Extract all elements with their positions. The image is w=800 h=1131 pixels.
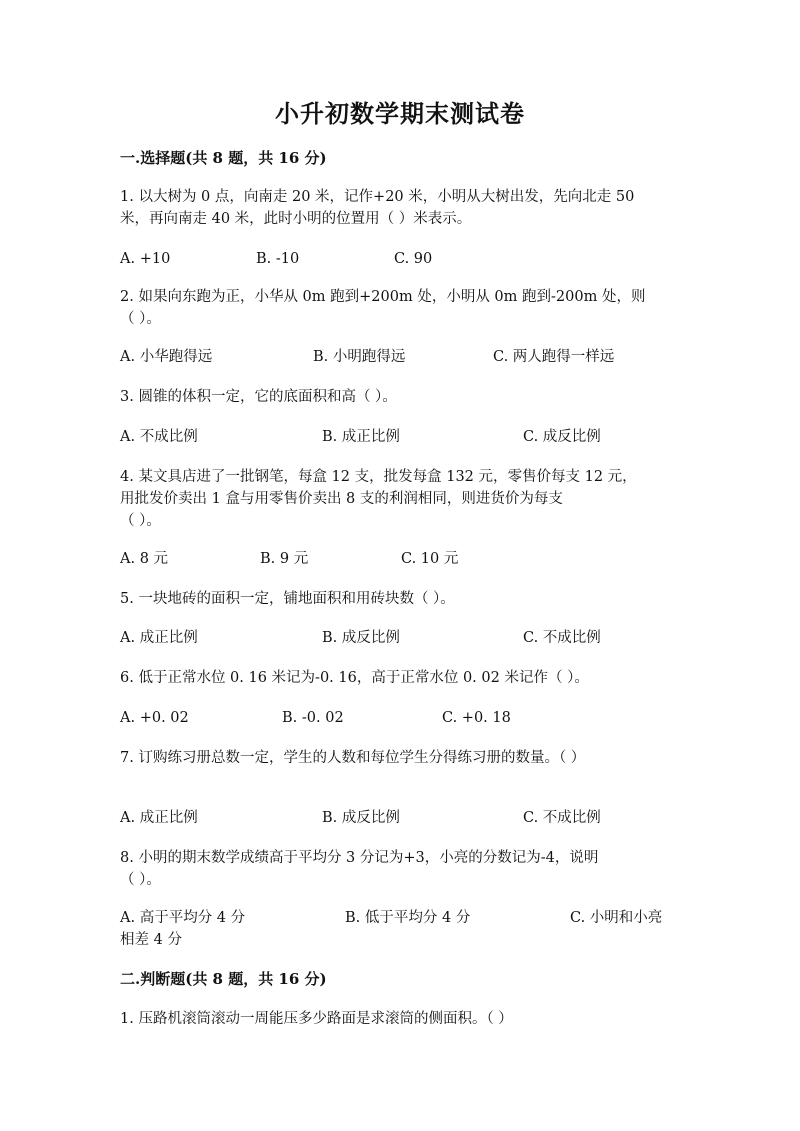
question-7-option-c: C. 不成比例 bbox=[523, 810, 601, 826]
question-4-line-2: 用批发价卖出 1 盒与用零售价卖出 8 支的利润相同，则进货价为每支 bbox=[120, 491, 563, 507]
question-6-option-b: B. -0. 02 bbox=[282, 710, 344, 726]
question-1-option-c: C. 90 bbox=[394, 251, 433, 267]
question-5-option-b: B. 成反比例 bbox=[322, 630, 400, 646]
question-2-option-c: C. 两人跑得一样远 bbox=[493, 349, 615, 365]
question-8-line-2: （ ）。 bbox=[120, 872, 161, 888]
question-4-line-1: 4. 某文具店进了一批钢笔，每盒 12 支，批发每盒 132 元，零售价每支 12 元， bbox=[120, 469, 637, 485]
question-2-line-1: 2. 如果向东跑为正，小华从 0m 跑到+200m 处，小明从 0m 跑到-200m 处，则 bbox=[120, 289, 646, 305]
question-8-option-c-wrap: 相差 4 分 bbox=[120, 932, 182, 948]
question-1-line-1: 1. 以大树为 0 点，向南走 20 米，记作+20 米，小明从大树出发，先向北走 50 bbox=[120, 189, 635, 205]
question-8-option-b: B. 低于平均分 4 分 bbox=[345, 910, 471, 926]
question-5-option-c: C. 不成比例 bbox=[523, 630, 601, 646]
question-4-line-3: （ ）。 bbox=[120, 513, 161, 529]
page-title: 小升初数学期末测试卷 bbox=[275, 99, 525, 128]
question-2-line-2: （ ）。 bbox=[120, 311, 161, 327]
question-6-line-1: 6. 低于正常水位 0. 16 米记为-0. 16，高于正常水位 0. 02 米记作（ ）。 bbox=[120, 670, 589, 686]
question-7-line-1: 7. 订购练习册总数一定，学生的人数和每位学生分得练习册的数量。（ ） bbox=[120, 750, 586, 766]
question-2-option-b: B. 小明跑得远 bbox=[313, 349, 406, 365]
section-heading-judgement: 二.判断题(共 8 题，共 16 分) bbox=[120, 970, 327, 988]
question-1-option-a: A. +10 bbox=[120, 251, 171, 267]
question-8-option-a: A. 高于平均分 4 分 bbox=[120, 910, 246, 926]
question-2-option-a: A. 小华跑得远 bbox=[120, 349, 213, 365]
question-3-option-b: B. 成正比例 bbox=[322, 429, 400, 445]
question-8-line-1: 8. 小明的期末数学成绩高于平均分 3 分记为+3，小亮的分数记为-4，说明 bbox=[120, 850, 599, 866]
question-6-option-c: C. +0. 18 bbox=[442, 710, 511, 726]
question-4-option-a: A. 8 元 bbox=[120, 551, 169, 567]
question-3-option-c: C. 成反比例 bbox=[523, 429, 601, 445]
question-1-line-2: 米，再向南走 40 米，此时小明的位置用（ ）米表示。 bbox=[120, 211, 472, 227]
question-7-option-a: A. 成正比例 bbox=[120, 810, 198, 826]
question-1-option-b: B. -10 bbox=[256, 251, 300, 267]
judgement-question-1-line-1: 1. 压路机滚筒滚动一周能压多少路面是求滚筒的侧面积。（ ） bbox=[120, 1011, 513, 1027]
section-heading-choice: 一.选择题(共 8 题，共 16 分) bbox=[120, 149, 327, 167]
question-3-line-1: 3. 圆锥的体积一定，它的底面积和高（ ）。 bbox=[120, 389, 397, 405]
question-3-option-a: A. 不成比例 bbox=[120, 429, 198, 445]
question-4-option-b: B. 9 元 bbox=[260, 551, 309, 567]
question-4-option-c: C. 10 元 bbox=[401, 551, 459, 567]
question-6-option-a: A. +0. 02 bbox=[120, 710, 189, 726]
question-5-option-a: A. 成正比例 bbox=[120, 630, 198, 646]
question-5-line-1: 5. 一块地砖的面积一定，铺地面积和用砖块数（ ）。 bbox=[120, 591, 455, 607]
question-8-option-c: C. 小明和小亮 bbox=[570, 910, 663, 926]
question-7-option-b: B. 成反比例 bbox=[322, 810, 400, 826]
